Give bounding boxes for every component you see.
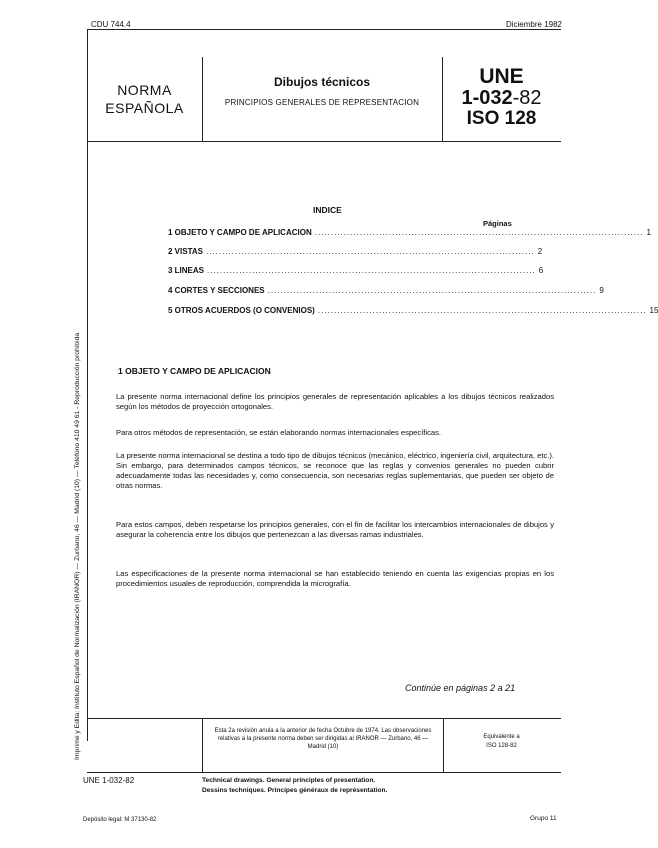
section-paragraph: La presente norma internacional define los principios generales de representación aplicables a los dibujos técnicos realizados según los métodos de proyección ortogonales.	[116, 392, 554, 411]
toc-entry[interactable]	[168, 286, 604, 295]
une-code-year: -82	[512, 87, 542, 109]
toc-label: 5 OTROS ACUERDOS (O CONVENIOS)	[168, 306, 315, 315]
footer-code: UNE 1-032-82	[83, 776, 135, 785]
toc-leader: ......................................................................................................	[314, 228, 644, 237]
iso-code: ISO 128	[466, 108, 537, 129]
toc-page: 9	[599, 286, 604, 295]
equivalent-cell	[442, 719, 561, 772]
toc-leader: ......................................................................................................	[267, 286, 597, 295]
une-label: UNE	[479, 65, 524, 88]
toc-label: 2 VISTAS	[168, 247, 203, 256]
english-title: Technical drawings. General principles of presentation.	[202, 777, 376, 784]
publisher-side-text: Imprime y Edita: Instituto Español de Normalización (IRANOR) — Zurbano, 46 — Madrid (10) — Teléfono 410 49 61 - Reproducción prohibida	[74, 332, 81, 760]
toc-page: 6	[538, 266, 544, 275]
toc-leader: ......................................................................................................	[205, 247, 535, 256]
toc-page: 2	[537, 247, 543, 256]
norma-label: NORMA	[117, 82, 172, 98]
toc-label: 1 OBJETO Y CAMPO DE APLICACION	[168, 228, 312, 237]
toc-entry[interactable]	[168, 306, 658, 315]
toc-leader: ......................................................................................................	[317, 306, 647, 315]
toc-leader: ......................................................................................................	[207, 266, 536, 275]
toc-page: 1	[646, 228, 651, 237]
legal-deposit: Depósito legal: M 37130-82	[83, 817, 157, 823]
continuation-note: Continúe en páginas 2 a 21	[405, 683, 516, 693]
document-subtitle: PRINCIPIOS GENERALES DE REPRESENTACION	[224, 98, 420, 107]
espanola-label: ESPAÑOLA	[105, 100, 184, 116]
revision-note: Esta 2a revisión anula a la anterior de fecha Octubre de 1974. Las observaciones relativas a la presente norma deben ser dirigidas al IRANOR — Zurbano, 46 — Madrid (10)	[214, 728, 432, 750]
equivalent-label: Equivalente a	[483, 734, 520, 740]
standard-code-cell	[442, 57, 561, 142]
document-title: Dibujos técnicos	[273, 75, 371, 89]
pages-column-header: Páginas	[483, 219, 512, 228]
price-group: Grupo 11	[530, 815, 557, 822]
cdu-code: CDU 744.4	[91, 20, 131, 29]
toc-entry[interactable]	[168, 266, 544, 275]
une-code-number: 1-032	[461, 87, 513, 109]
section-paragraph: Para otros métodos de representación, se están elaborando normas internacionales específicas.	[116, 428, 442, 437]
une-code	[442, 87, 561, 109]
section-paragraph: La presente norma internacional se destina a todo tipo de dibujos técnicos (mecánico, eléctrico, ingeniería civil, arquitectura, etc.). Sin embargo, para determinados campos técnicos, se reconoce que las reglas y convenios generales no pueden cubrir adecuadamente todas las necesidades y, como consecuencia, son necesarias reglas suplementarias, que pueden ser objeto de otras normas.	[116, 451, 554, 490]
norma-espanola-cell	[87, 57, 203, 142]
toc-label: 3 LINEAS	[168, 266, 205, 275]
revision-cell	[202, 719, 444, 772]
section-1-title: 1 OBJETO Y CAMPO DE APLICACION	[118, 366, 271, 376]
bottom-info-box	[87, 718, 561, 773]
toc-entry[interactable]	[168, 247, 543, 256]
title-cell	[202, 57, 443, 142]
index-title: INDICE	[313, 205, 342, 215]
equivalent-value: ISO 128-82	[486, 743, 517, 749]
toc-page: 15	[649, 306, 658, 315]
publication-date: Diciembre 1982	[505, 20, 562, 29]
french-title: Dessins techniques. Principes généraux de représentation.	[202, 787, 388, 794]
section-paragraph: Las especificaciones de la presente norma internacional se han establecido teniendo en cuenta las exigencias propias en los procedimientos usuales de reproducción, comprendida la micrografía.	[116, 569, 554, 588]
section-paragraph: Para estos campos, deben respetarse los principios generales, con el fin de facilitar los intercambios internacionales de dibujos y asegurar la coherencia entre los dibujos que pertenezcan a las diversas ramas industriales.	[116, 520, 554, 539]
header-block	[87, 29, 561, 141]
toc-label: 4 CORTES Y SECCIONES	[168, 286, 265, 295]
toc-entry[interactable]	[168, 228, 651, 237]
